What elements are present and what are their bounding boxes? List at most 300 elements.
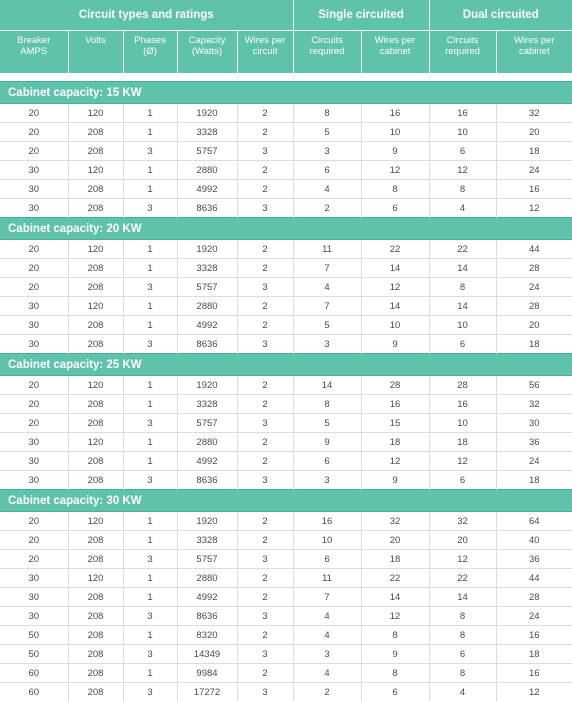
cell-breaker-amps: 20: [0, 414, 68, 433]
cell-phases: 3: [123, 142, 177, 161]
cell-phases: 1: [123, 531, 177, 550]
cell-volts: 208: [68, 180, 123, 199]
cell-phases: 3: [123, 645, 177, 664]
cell-volts: 208: [68, 550, 123, 569]
cell-capacity-watts: 8636: [177, 471, 237, 490]
cell-single-wires-per-cabinet: 10: [361, 123, 429, 142]
cell-single-circuits-required: 14: [293, 376, 361, 395]
cell-wires-per-circuit: 3: [237, 278, 293, 297]
column-header-line: Capacity: [189, 35, 226, 46]
cell-volts: 208: [68, 278, 123, 297]
cell-single-wires-per-cabinet: 14: [361, 259, 429, 278]
cell-breaker-amps: 30: [0, 588, 68, 607]
cell-wires-per-circuit: 2: [237, 376, 293, 395]
table-header: [0, 0, 572, 73]
cell-volts: 208: [68, 259, 123, 278]
cell-single-wires-per-cabinet: 6: [361, 199, 429, 218]
cell-phases: 1: [123, 626, 177, 645]
cell-phases: 3: [123, 550, 177, 569]
cell-wires-per-circuit: 2: [237, 395, 293, 414]
cell-volts: 208: [68, 142, 123, 161]
cell-breaker-amps: 50: [0, 645, 68, 664]
cell-single-circuits-required: 7: [293, 588, 361, 607]
cell-dual-wires-per-cabinet: 18: [496, 142, 572, 161]
cell-single-wires-per-cabinet: 12: [361, 452, 429, 471]
cabinet-capacity-title: Cabinet capacity: 25 KW: [0, 354, 572, 376]
cell-breaker-amps: 50: [0, 626, 68, 645]
table-row: [0, 645, 572, 664]
cell-volts: 120: [68, 240, 123, 259]
cell-capacity-watts: 5757: [177, 550, 237, 569]
cell-single-circuits-required: 7: [293, 297, 361, 316]
cell-volts: 120: [68, 161, 123, 180]
cell-phases: 3: [123, 335, 177, 354]
table-row: [0, 626, 572, 645]
cell-phases: 1: [123, 259, 177, 278]
cell-single-circuits-required: 6: [293, 161, 361, 180]
cell-breaker-amps: 30: [0, 297, 68, 316]
cell-phases: 3: [123, 199, 177, 218]
cell-capacity-watts: 14349: [177, 645, 237, 664]
cell-capacity-watts: 2880: [177, 161, 237, 180]
table-body: [0, 73, 572, 701]
cell-dual-circuits-required: 8: [429, 278, 496, 297]
cell-capacity-watts: 17272: [177, 683, 237, 701]
table-row: [0, 259, 572, 278]
cell-dual-circuits-required: 32: [429, 512, 496, 531]
cell-single-wires-per-cabinet: 9: [361, 142, 429, 161]
cell-capacity-watts: 1920: [177, 512, 237, 531]
cell-capacity-watts: 8636: [177, 335, 237, 354]
cell-breaker-amps: 60: [0, 664, 68, 683]
cell-dual-circuits-required: 18: [429, 433, 496, 452]
cell-volts: 208: [68, 199, 123, 218]
cell-phases: 3: [123, 471, 177, 490]
column-header-line: required: [445, 46, 480, 57]
cell-wires-per-circuit: 2: [237, 588, 293, 607]
cell-volts: 208: [68, 471, 123, 490]
cell-dual-circuits-required: 6: [429, 142, 496, 161]
cell-wires-per-circuit: 2: [237, 316, 293, 335]
cell-breaker-amps: 30: [0, 471, 68, 490]
cell-single-wires-per-cabinet: 9: [361, 471, 429, 490]
table-row: [0, 297, 572, 316]
column-header-dual-circuits-required: [429, 31, 496, 74]
cell-breaker-amps: 30: [0, 607, 68, 626]
cell-breaker-amps: 20: [0, 123, 68, 142]
cell-dual-wires-per-cabinet: 12: [496, 199, 572, 218]
cell-wires-per-circuit: 2: [237, 104, 293, 123]
table-row: [0, 142, 572, 161]
cell-phases: 1: [123, 588, 177, 607]
cell-wires-per-circuit: 3: [237, 142, 293, 161]
cell-volts: 208: [68, 316, 123, 335]
column-header-row: [0, 31, 572, 74]
cell-dual-circuits-required: 10: [429, 316, 496, 335]
cell-dual-wires-per-cabinet: 32: [496, 395, 572, 414]
cell-phases: 1: [123, 569, 177, 588]
cell-capacity-watts: 5757: [177, 142, 237, 161]
cell-single-circuits-required: 3: [293, 471, 361, 490]
table-row: [0, 240, 572, 259]
table-row: [0, 664, 572, 683]
cell-wires-per-circuit: 2: [237, 240, 293, 259]
table-row: [0, 607, 572, 626]
table-row: [0, 335, 572, 354]
column-header-wires-per-circuit: [237, 31, 293, 74]
cell-breaker-amps: 20: [0, 512, 68, 531]
column-header-line: Volts: [85, 35, 106, 46]
column-header-line: Circuits: [311, 35, 343, 46]
cell-single-circuits-required: 4: [293, 180, 361, 199]
cell-wires-per-circuit: 2: [237, 531, 293, 550]
cabinet-capacity-row: [0, 82, 572, 104]
cell-single-wires-per-cabinet: 14: [361, 297, 429, 316]
cell-wires-per-circuit: 2: [237, 297, 293, 316]
cell-single-circuits-required: 10: [293, 531, 361, 550]
cell-single-wires-per-cabinet: 32: [361, 512, 429, 531]
cell-phases: 1: [123, 123, 177, 142]
column-header-line: cabinet: [380, 46, 411, 57]
cell-dual-wires-per-cabinet: 28: [496, 297, 572, 316]
column-header-line: AMPS: [20, 46, 47, 57]
column-header-line: Wires per: [375, 35, 416, 46]
cell-phases: 1: [123, 297, 177, 316]
cell-dual-wires-per-cabinet: 56: [496, 376, 572, 395]
cell-volts: 120: [68, 297, 123, 316]
cell-wires-per-circuit: 2: [237, 452, 293, 471]
cell-single-wires-per-cabinet: 8: [361, 626, 429, 645]
column-header-line: circuit: [253, 46, 278, 57]
cell-capacity-watts: 3328: [177, 259, 237, 278]
cell-volts: 208: [68, 588, 123, 607]
cell-single-wires-per-cabinet: 12: [361, 161, 429, 180]
cell-wires-per-circuit: 2: [237, 433, 293, 452]
cell-volts: 208: [68, 452, 123, 471]
cell-single-circuits-required: 5: [293, 316, 361, 335]
table-row: [0, 104, 572, 123]
cell-breaker-amps: 20: [0, 395, 68, 414]
cell-single-wires-per-cabinet: 22: [361, 240, 429, 259]
cell-dual-circuits-required: 12: [429, 161, 496, 180]
table-row: [0, 123, 572, 142]
table-row: [0, 471, 572, 490]
cell-dual-wires-per-cabinet: 36: [496, 433, 572, 452]
cabinet-capacity-row: [0, 218, 572, 240]
column-group-row: [0, 0, 572, 31]
cell-wires-per-circuit: 3: [237, 645, 293, 664]
cell-capacity-watts: 4992: [177, 316, 237, 335]
cell-single-circuits-required: 7: [293, 259, 361, 278]
cell-dual-circuits-required: 14: [429, 259, 496, 278]
cell-breaker-amps: 20: [0, 376, 68, 395]
cell-phases: 1: [123, 512, 177, 531]
cell-single-circuits-required: 6: [293, 550, 361, 569]
cell-wires-per-circuit: 3: [237, 199, 293, 218]
cell-wires-per-circuit: 2: [237, 259, 293, 278]
cell-volts: 208: [68, 664, 123, 683]
cell-dual-circuits-required: 12: [429, 550, 496, 569]
cell-dual-circuits-required: 4: [429, 683, 496, 701]
cell-volts: 208: [68, 683, 123, 701]
column-header-capacity-watts: [177, 31, 237, 74]
cell-single-wires-per-cabinet: 8: [361, 664, 429, 683]
cell-dual-wires-per-cabinet: 28: [496, 588, 572, 607]
column-header-line: cabinet: [519, 46, 550, 57]
table-row: [0, 414, 572, 433]
cell-breaker-amps: 30: [0, 180, 68, 199]
cell-dual-circuits-required: 14: [429, 588, 496, 607]
cell-dual-wires-per-cabinet: 32: [496, 104, 572, 123]
column-header-line: Phases: [134, 35, 166, 46]
cell-capacity-watts: 2880: [177, 569, 237, 588]
cell-breaker-amps: 30: [0, 335, 68, 354]
column-header-line: Wires per: [245, 35, 286, 46]
cell-capacity-watts: 2880: [177, 297, 237, 316]
cell-dual-circuits-required: 8: [429, 664, 496, 683]
cell-dual-circuits-required: 8: [429, 626, 496, 645]
cell-dual-wires-per-cabinet: 44: [496, 240, 572, 259]
cell-phases: 1: [123, 316, 177, 335]
column-header-line: Breaker: [17, 35, 50, 46]
cell-breaker-amps: 20: [0, 142, 68, 161]
cell-single-circuits-required: 3: [293, 142, 361, 161]
cell-wires-per-circuit: 3: [237, 471, 293, 490]
cell-phases: 1: [123, 104, 177, 123]
cell-single-wires-per-cabinet: 8: [361, 180, 429, 199]
cell-volts: 208: [68, 607, 123, 626]
cell-breaker-amps: 30: [0, 452, 68, 471]
cell-dual-wires-per-cabinet: 30: [496, 414, 572, 433]
cabinet-capacity-row: [0, 354, 572, 376]
column-header-volts: [68, 31, 123, 74]
cell-capacity-watts: 8636: [177, 607, 237, 626]
cell-dual-circuits-required: 12: [429, 452, 496, 471]
cabinet-capacity-title: Cabinet capacity: 20 KW: [0, 218, 572, 240]
table-row: [0, 278, 572, 297]
column-header-line: Circuits: [447, 35, 479, 46]
cell-single-circuits-required: 3: [293, 645, 361, 664]
cell-single-wires-per-cabinet: 14: [361, 588, 429, 607]
cell-dual-circuits-required: 22: [429, 240, 496, 259]
cell-capacity-watts: 1920: [177, 376, 237, 395]
cell-volts: 208: [68, 395, 123, 414]
cell-phases: 1: [123, 180, 177, 199]
cell-phases: 3: [123, 414, 177, 433]
cell-breaker-amps: 20: [0, 259, 68, 278]
cell-single-circuits-required: 11: [293, 240, 361, 259]
cell-dual-wires-per-cabinet: 28: [496, 259, 572, 278]
column-header-phases: [123, 31, 177, 74]
cell-dual-wires-per-cabinet: 36: [496, 550, 572, 569]
table-row: [0, 180, 572, 199]
group-header-circuit-types: Circuit types and ratings: [0, 0, 293, 31]
column-header-line: (Watts): [192, 46, 222, 57]
cell-single-circuits-required: 4: [293, 664, 361, 683]
cell-capacity-watts: 8636: [177, 199, 237, 218]
cell-single-circuits-required: 4: [293, 607, 361, 626]
cell-volts: 208: [68, 335, 123, 354]
cell-dual-wires-per-cabinet: 20: [496, 123, 572, 142]
cell-single-wires-per-cabinet: 28: [361, 376, 429, 395]
cell-volts: 120: [68, 433, 123, 452]
cell-single-wires-per-cabinet: 9: [361, 645, 429, 664]
cell-dual-circuits-required: 4: [429, 199, 496, 218]
cell-breaker-amps: 20: [0, 240, 68, 259]
cell-wires-per-circuit: 2: [237, 569, 293, 588]
cell-phases: 1: [123, 664, 177, 683]
cell-single-circuits-required: 8: [293, 104, 361, 123]
cell-breaker-amps: 30: [0, 433, 68, 452]
cell-volts: 208: [68, 626, 123, 645]
cell-dual-wires-per-cabinet: 24: [496, 161, 572, 180]
table-row: [0, 531, 572, 550]
cell-single-circuits-required: 4: [293, 278, 361, 297]
cell-capacity-watts: 1920: [177, 104, 237, 123]
cell-phases: 1: [123, 433, 177, 452]
cell-dual-wires-per-cabinet: 24: [496, 278, 572, 297]
cell-capacity-watts: 3328: [177, 123, 237, 142]
cell-capacity-watts: 4992: [177, 452, 237, 471]
cell-single-circuits-required: 8: [293, 395, 361, 414]
cell-dual-circuits-required: 14: [429, 297, 496, 316]
column-header-breaker-amps: [0, 31, 68, 74]
cell-dual-circuits-required: 8: [429, 180, 496, 199]
cell-single-wires-per-cabinet: 20: [361, 531, 429, 550]
cell-single-wires-per-cabinet: 16: [361, 104, 429, 123]
cell-wires-per-circuit: 2: [237, 123, 293, 142]
cell-capacity-watts: 9984: [177, 664, 237, 683]
column-header-single-circuits-required: [293, 31, 361, 74]
cell-single-wires-per-cabinet: 22: [361, 569, 429, 588]
cell-breaker-amps: 30: [0, 161, 68, 180]
cell-phases: 3: [123, 278, 177, 297]
cell-single-wires-per-cabinet: 18: [361, 550, 429, 569]
cell-phases: 1: [123, 376, 177, 395]
cell-volts: 120: [68, 512, 123, 531]
cell-capacity-watts: 8320: [177, 626, 237, 645]
cell-dual-wires-per-cabinet: 12: [496, 683, 572, 701]
cell-single-wires-per-cabinet: 9: [361, 335, 429, 354]
group-header-single-circuited: Single circuited: [293, 0, 429, 31]
table-row: [0, 161, 572, 180]
cell-capacity-watts: 3328: [177, 531, 237, 550]
column-header-line: (Ø): [143, 46, 157, 57]
spacer-row: [0, 73, 572, 82]
cell-wires-per-circuit: 3: [237, 335, 293, 354]
cell-dual-wires-per-cabinet: 18: [496, 471, 572, 490]
cell-dual-circuits-required: 28: [429, 376, 496, 395]
cell-wires-per-circuit: 3: [237, 550, 293, 569]
cell-dual-wires-per-cabinet: 24: [496, 607, 572, 626]
cell-wires-per-circuit: 3: [237, 607, 293, 626]
cell-wires-per-circuit: 2: [237, 161, 293, 180]
column-header-line: required: [310, 46, 345, 57]
cell-breaker-amps: 60: [0, 683, 68, 701]
cell-dual-circuits-required: 6: [429, 471, 496, 490]
cell-single-circuits-required: 6: [293, 452, 361, 471]
cell-dual-circuits-required: 20: [429, 531, 496, 550]
cell-wires-per-circuit: 2: [237, 664, 293, 683]
cell-breaker-amps: 20: [0, 531, 68, 550]
cell-dual-circuits-required: 8: [429, 607, 496, 626]
cell-wires-per-circuit: 3: [237, 683, 293, 701]
cell-dual-wires-per-cabinet: 24: [496, 452, 572, 471]
cell-breaker-amps: 20: [0, 278, 68, 297]
cell-phases: 1: [123, 161, 177, 180]
cell-wires-per-circuit: 2: [237, 180, 293, 199]
cell-volts: 208: [68, 531, 123, 550]
cell-volts: 208: [68, 645, 123, 664]
table-row: [0, 588, 572, 607]
cell-breaker-amps: 30: [0, 569, 68, 588]
cell-single-wires-per-cabinet: 6: [361, 683, 429, 701]
table-row: [0, 512, 572, 531]
table-row: [0, 316, 572, 335]
table-row: [0, 683, 572, 701]
cell-phases: 3: [123, 607, 177, 626]
cell-single-wires-per-cabinet: 18: [361, 433, 429, 452]
cell-volts: 208: [68, 123, 123, 142]
table-row: [0, 569, 572, 588]
cell-dual-circuits-required: 16: [429, 104, 496, 123]
cell-dual-circuits-required: 6: [429, 645, 496, 664]
cell-capacity-watts: 2880: [177, 433, 237, 452]
cell-volts: 208: [68, 414, 123, 433]
cell-dual-wires-per-cabinet: 16: [496, 180, 572, 199]
cell-dual-circuits-required: 10: [429, 123, 496, 142]
cell-dual-wires-per-cabinet: 16: [496, 664, 572, 683]
cell-dual-wires-per-cabinet: 44: [496, 569, 572, 588]
spacer-cell: [0, 73, 572, 82]
cell-dual-wires-per-cabinet: 64: [496, 512, 572, 531]
cell-single-circuits-required: 11: [293, 569, 361, 588]
cell-capacity-watts: 5757: [177, 278, 237, 297]
cell-single-wires-per-cabinet: 12: [361, 278, 429, 297]
cabinet-capacity-row: [0, 490, 572, 512]
cell-capacity-watts: 4992: [177, 180, 237, 199]
cell-dual-wires-per-cabinet: 18: [496, 335, 572, 354]
table-row: [0, 376, 572, 395]
cell-single-circuits-required: 3: [293, 335, 361, 354]
cell-wires-per-circuit: 2: [237, 626, 293, 645]
cell-dual-circuits-required: 16: [429, 395, 496, 414]
group-header-dual-circuited: Dual circuited: [429, 0, 572, 31]
column-header-line: Wires per: [514, 35, 555, 46]
cell-wires-per-circuit: 2: [237, 512, 293, 531]
cell-breaker-amps: 20: [0, 104, 68, 123]
cell-breaker-amps: 30: [0, 316, 68, 335]
cell-volts: 120: [68, 104, 123, 123]
table-row: [0, 199, 572, 218]
cell-single-wires-per-cabinet: 15: [361, 414, 429, 433]
table-row: [0, 452, 572, 471]
table-row: [0, 395, 572, 414]
cell-phases: 1: [123, 452, 177, 471]
cell-dual-wires-per-cabinet: 20: [496, 316, 572, 335]
column-header-dual-wires-per-cabinet: [496, 31, 572, 74]
cell-capacity-watts: 3328: [177, 395, 237, 414]
cell-single-circuits-required: 5: [293, 123, 361, 142]
cell-single-circuits-required: 16: [293, 512, 361, 531]
cell-phases: 3: [123, 683, 177, 701]
cell-dual-circuits-required: 10: [429, 414, 496, 433]
cell-breaker-amps: 30: [0, 199, 68, 218]
cell-single-circuits-required: 5: [293, 414, 361, 433]
table-row: [0, 550, 572, 569]
cell-dual-wires-per-cabinet: 18: [496, 645, 572, 664]
cell-capacity-watts: 4992: [177, 588, 237, 607]
